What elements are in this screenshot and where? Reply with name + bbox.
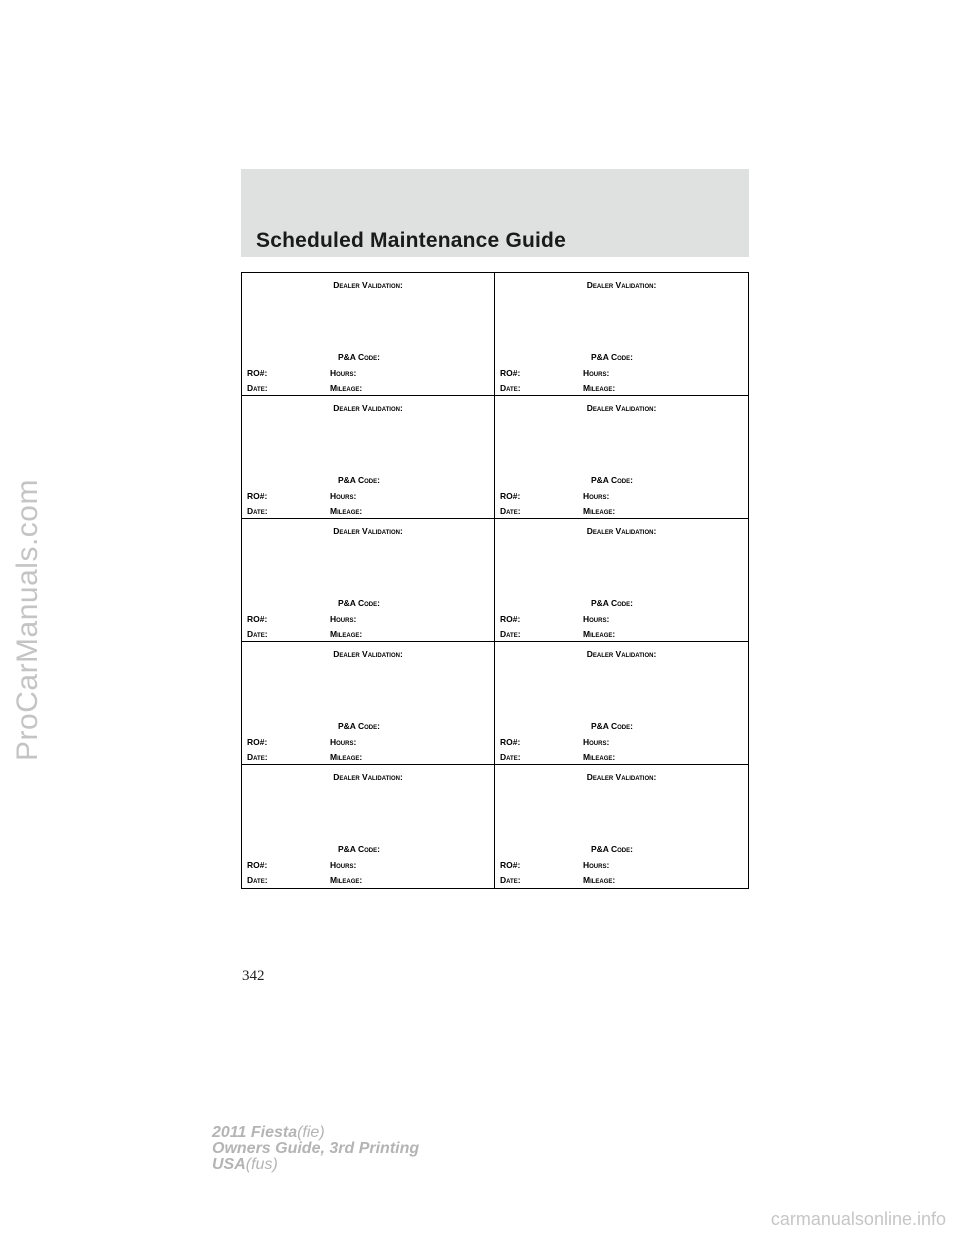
dealer-validation-grid	[241, 272, 749, 889]
mileage-label: Mileage:	[583, 383, 616, 393]
validation-box	[242, 765, 495, 888]
hours-label: Hours:	[330, 491, 357, 501]
pa-code-label: P&A Code:	[591, 352, 633, 362]
hours-label: Hours:	[583, 860, 610, 870]
mileage-label: Mileage:	[583, 506, 616, 516]
mileage-label: Mileage:	[330, 875, 363, 885]
ro-label: RO#:	[500, 368, 521, 378]
mileage-label: Mileage:	[583, 752, 616, 762]
footer-model-code: (fie)	[297, 1124, 325, 1141]
validation-box	[495, 765, 748, 888]
dealer-validation-label: Dealer Validation:	[586, 649, 657, 659]
hours-label: Hours:	[583, 368, 610, 378]
date-label: Date:	[500, 875, 521, 885]
pa-code-label: P&A Code:	[338, 598, 380, 608]
dealer-validation-label: Dealer Validation:	[333, 772, 403, 782]
pa-code-label: P&A Code:	[338, 721, 380, 731]
pa-code-label: P&A Code:	[338, 352, 380, 362]
hours-label: Hours:	[583, 737, 610, 747]
mileage-label: Mileage:	[330, 752, 363, 762]
dealer-validation-label: Dealer Validation:	[333, 649, 403, 659]
dealer-validation-label: Dealer Validation:	[586, 526, 657, 536]
hours-label: Hours:	[583, 614, 610, 624]
validation-box	[242, 273, 495, 396]
footer-model-line	[212, 1125, 419, 1141]
mileage-label: Mileage:	[583, 875, 616, 885]
dealer-validation-label: Dealer Validation:	[586, 403, 657, 413]
hours-label: Hours:	[330, 368, 357, 378]
dealer-validation-label: Dealer Validation:	[333, 526, 403, 536]
footer-region-code: (fus)	[245, 1156, 278, 1173]
dealer-validation-label: Dealer Validation:	[586, 280, 657, 290]
mileage-label: Mileage:	[330, 383, 363, 393]
date-label: Date:	[247, 506, 268, 516]
pa-code-label: P&A Code:	[591, 475, 633, 485]
site-watermark: carmanualsonline.info	[770, 1209, 946, 1229]
ro-label: RO#:	[247, 614, 268, 624]
date-label: Date:	[500, 383, 521, 393]
ro-label: RO#:	[247, 491, 268, 501]
footer-region: USA	[212, 1156, 246, 1173]
document-footer	[212, 1125, 419, 1173]
dealer-validation-label: Dealer Validation:	[333, 280, 403, 290]
pa-code-label: P&A Code:	[591, 598, 633, 608]
validation-box	[242, 642, 495, 765]
validation-box	[495, 396, 748, 519]
validation-box	[495, 273, 748, 396]
hours-label: Hours:	[330, 614, 357, 624]
side-watermark	[4, 480, 52, 760]
pa-code-label: P&A Code:	[338, 475, 380, 485]
pa-code-label: P&A Code:	[338, 844, 380, 854]
page-title: Scheduled Maintenance Guide	[256, 229, 566, 252]
hours-label: Hours:	[330, 737, 357, 747]
date-label: Date:	[500, 629, 521, 639]
mileage-label: Mileage:	[330, 629, 363, 639]
validation-box	[242, 396, 495, 519]
date-label: Date:	[247, 629, 268, 639]
date-label: Date:	[247, 752, 268, 762]
ro-label: RO#:	[247, 860, 268, 870]
watermark-text: ProCarManuals.com	[11, 479, 44, 761]
ro-label: RO#:	[247, 368, 268, 378]
page-number: 342	[242, 968, 265, 984]
hours-label: Hours:	[330, 860, 357, 870]
mileage-label: Mileage:	[330, 506, 363, 516]
dealer-validation-label: Dealer Validation:	[586, 772, 657, 782]
date-label: Date:	[247, 383, 268, 393]
pa-code-label: P&A Code:	[591, 844, 633, 854]
ro-label: RO#:	[500, 614, 521, 624]
date-label: Date:	[247, 875, 268, 885]
footer-model: 2011 Fiesta	[212, 1124, 298, 1141]
dealer-validation-label: Dealer Validation:	[333, 403, 403, 413]
hours-label: Hours:	[583, 491, 610, 501]
footer-guide: Owners Guide, 3rd Printing	[212, 1140, 420, 1157]
date-label: Date:	[500, 506, 521, 516]
ro-label: RO#:	[500, 860, 521, 870]
ro-label: RO#:	[500, 737, 521, 747]
section-header-band	[241, 169, 749, 257]
mileage-label: Mileage:	[583, 629, 616, 639]
pa-code-label: P&A Code:	[591, 721, 633, 731]
validation-box	[495, 519, 748, 642]
validation-box	[495, 642, 748, 765]
ro-label: RO#:	[247, 737, 268, 747]
date-label: Date:	[500, 752, 521, 762]
ro-label: RO#:	[500, 491, 521, 501]
validation-box	[242, 519, 495, 642]
footer-region-line	[212, 1157, 419, 1173]
